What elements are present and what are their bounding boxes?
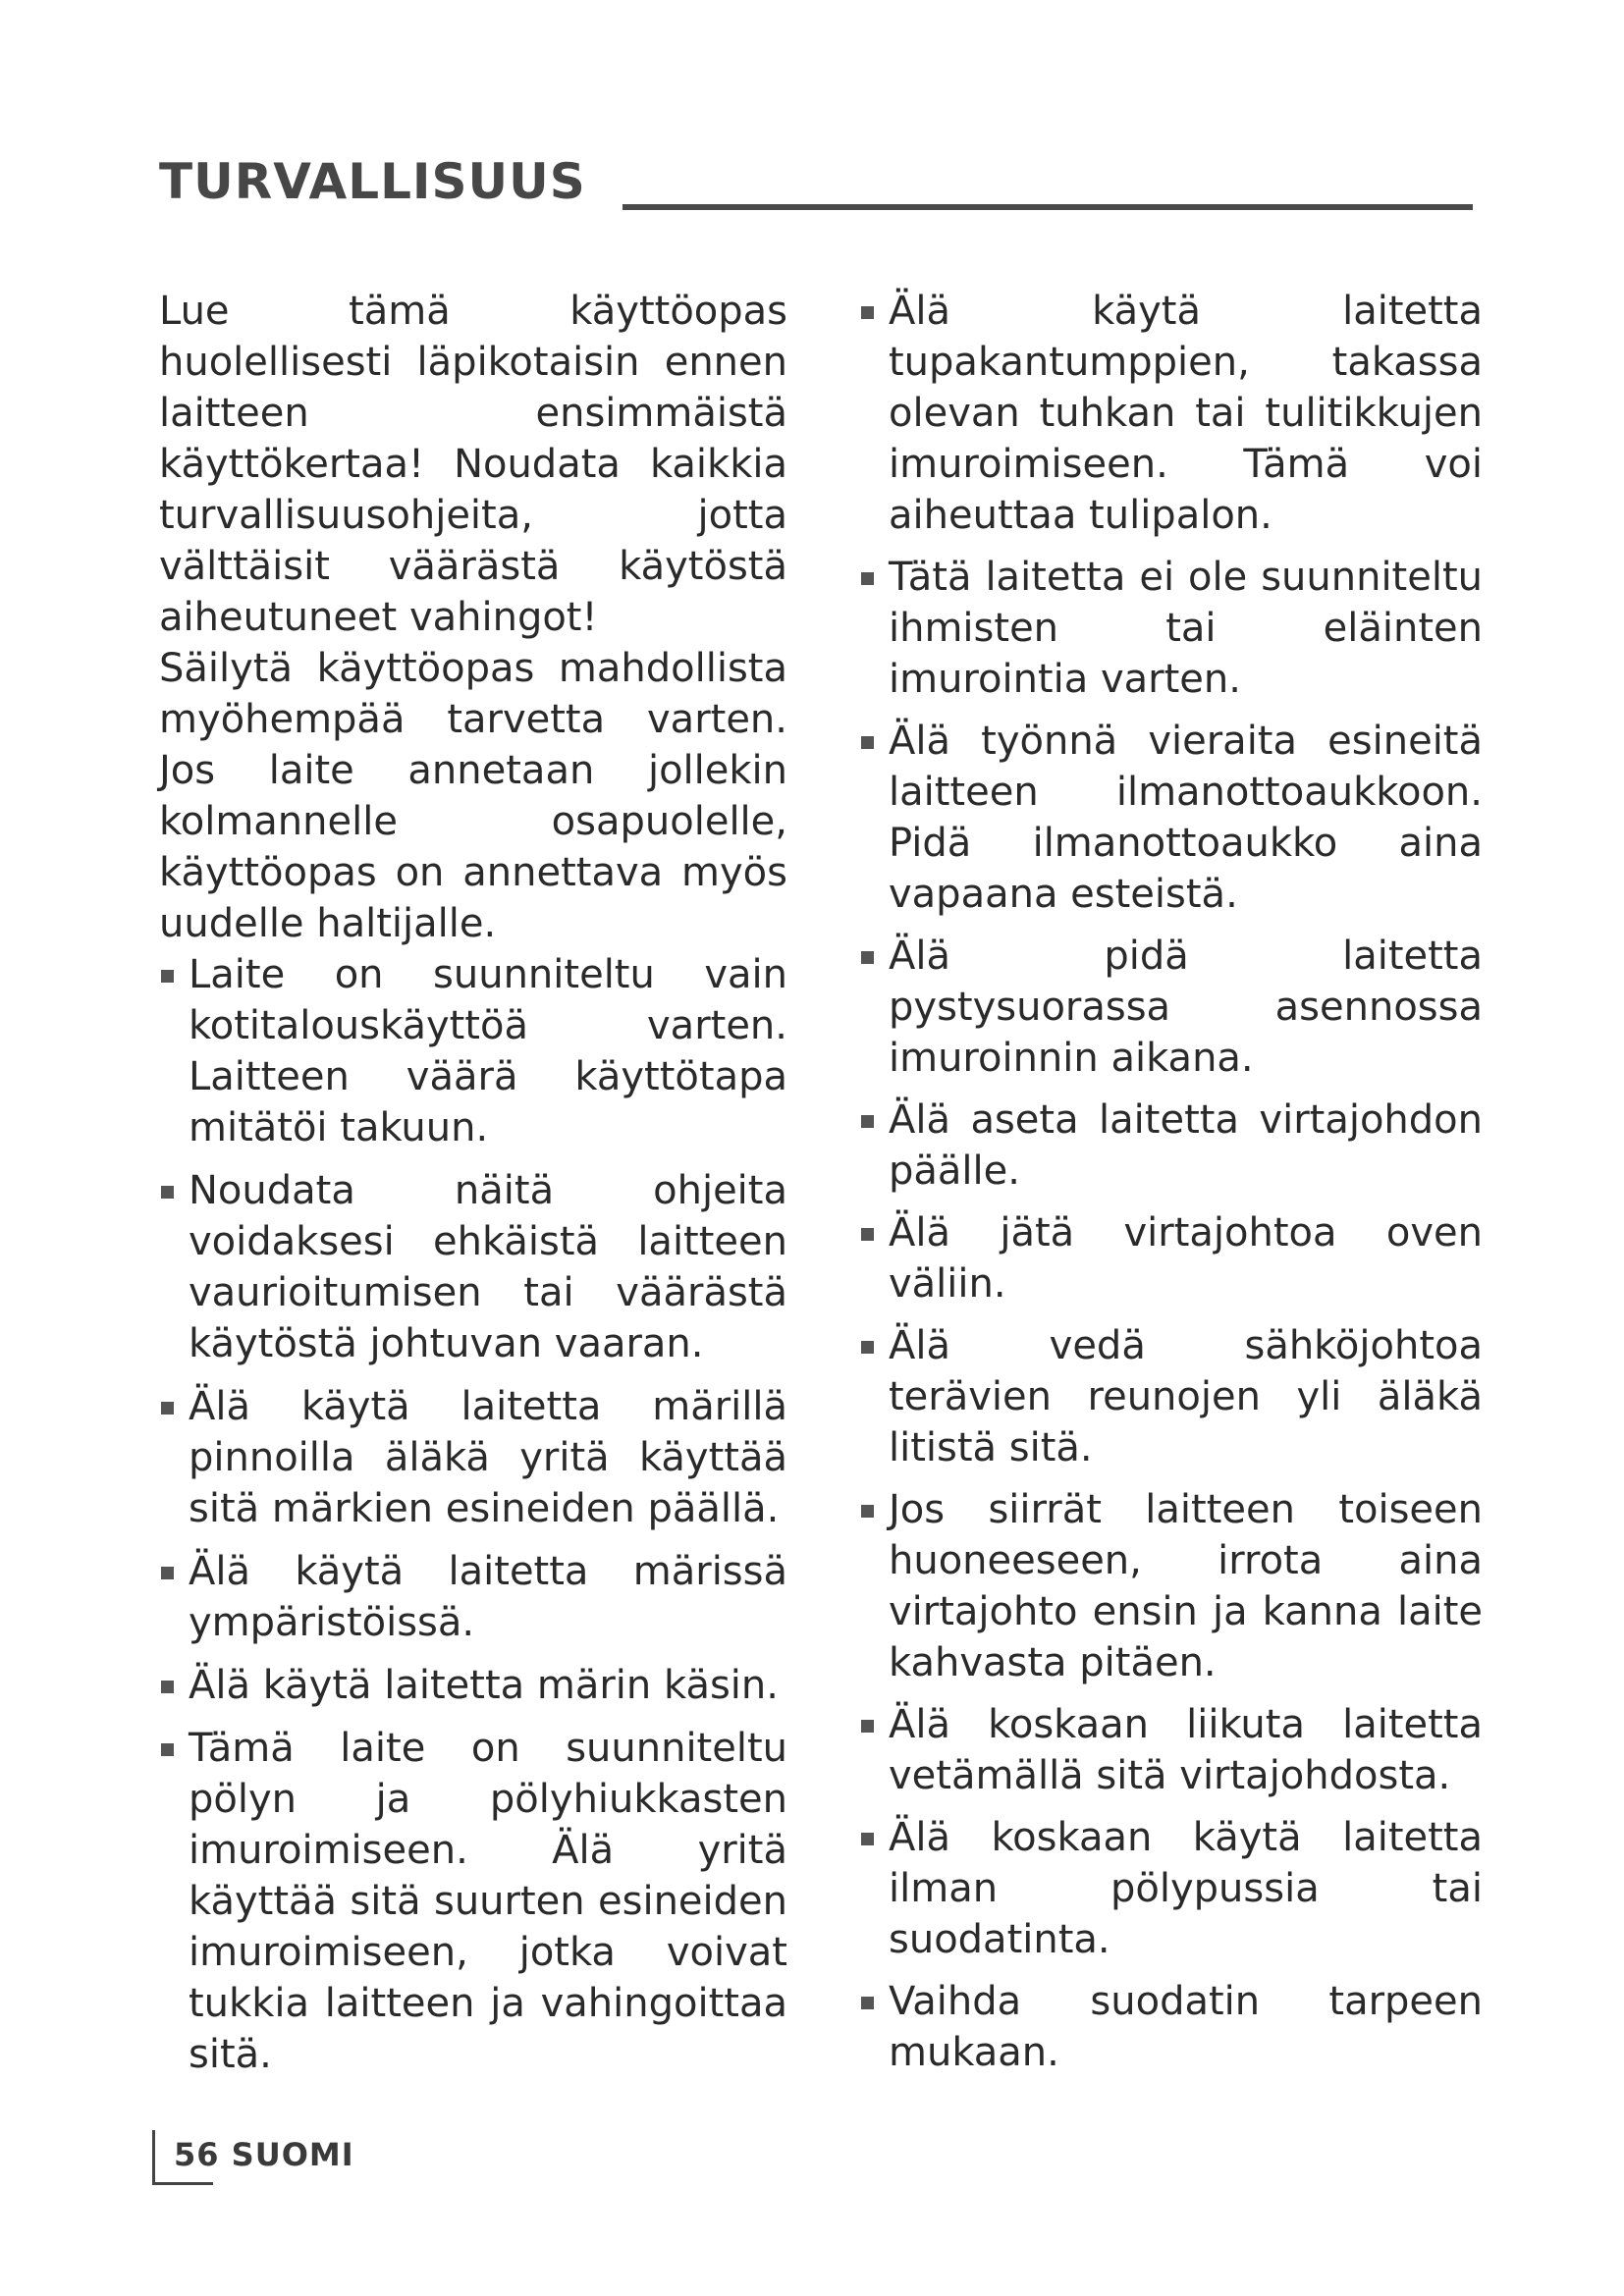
square-bullet-icon xyxy=(861,1228,874,1241)
square-bullet-icon xyxy=(861,1505,874,1518)
square-bullet-icon xyxy=(161,1186,174,1199)
list-item-text: Älä käytä laitetta märissä ympäristöissä. xyxy=(189,1549,787,1645)
list-item xyxy=(859,1812,1483,1965)
list-item-text: Laite on suunniteltu vain kotitalouskäyttöä varten. Laitteen väärä käyttötapa mitätöi takuun. xyxy=(189,952,787,1150)
title-rule xyxy=(623,204,1473,210)
list-item-text: Älä käytä laitetta märillä pinnoilla äläkä yritä käyttää sitä märkien esineiden päällä. xyxy=(189,1384,787,1531)
square-bullet-icon xyxy=(161,1402,174,1415)
list-item xyxy=(859,286,1483,541)
list-item xyxy=(859,1484,1483,1688)
list-item xyxy=(159,949,787,1153)
list-item xyxy=(859,1095,1483,1197)
list-item-text: Älä jätä virtajohtoa oven väliin. xyxy=(889,1210,1483,1307)
list-item xyxy=(159,1660,787,1711)
list-item-text: Älä käytä laitetta tupakantumppien, takassa olevan tuhkan tai tulitikkujen imuroimiseen. Tämä voi aiheuttaa tulipalon. xyxy=(889,289,1483,538)
list-item xyxy=(859,716,1483,920)
page-title: TURVALLISUUS xyxy=(159,153,586,210)
list-item xyxy=(859,1207,1483,1309)
list-item-text: Älä vedä sähköjohtoa terävien reunojen yli äläkä litistä sitä. xyxy=(889,1323,1483,1470)
list-item xyxy=(859,1699,1483,1801)
square-bullet-icon xyxy=(861,1833,874,1845)
list-item xyxy=(859,1320,1483,1473)
list-item-text: Jos siirrät laitteen toiseen huoneeseen, irrota aina virtajohto ensin ja kanna laite kahvasta pitäen. xyxy=(889,1487,1483,1685)
square-bullet-icon xyxy=(161,970,174,983)
list-item xyxy=(159,1723,787,2080)
square-bullet-icon xyxy=(861,572,874,585)
square-bullet-icon xyxy=(161,1681,174,1693)
right-column xyxy=(859,286,1483,2078)
list-item-text: Tämä laite on suunniteltu pölyn ja pölyhiukkasten imuroimiseen. Älä yritä käyttää sitä suurten esineiden imuroimiseen, jotka voivat tukkia laitteen ja vahingoittaa sitä. xyxy=(189,1726,787,2077)
list-item-text: Älä pidä laitetta pystysuorassa asennossa imuroinnin aikana. xyxy=(889,934,1483,1081)
list-item-text: Älä koskaan käytä laitetta ilman pölypussia tai suodatinta. xyxy=(889,1815,1483,1962)
list-item xyxy=(859,552,1483,705)
left-column xyxy=(159,286,787,2080)
square-bullet-icon xyxy=(861,951,874,964)
list-item-text: Tätä laitetta ei ole suunniteltu ihmisten tai eläinten imurointia varten. xyxy=(889,555,1483,702)
list-item-text: Älä koskaan liikuta laitetta vetämällä sitä virtajohdosta. xyxy=(889,1702,1483,1798)
list-item xyxy=(859,931,1483,1084)
list-item xyxy=(159,1165,787,1369)
square-bullet-icon xyxy=(861,736,874,749)
square-bullet-icon xyxy=(861,306,874,319)
square-bullet-icon xyxy=(861,1720,874,1733)
list-item-text: Älä aseta laitetta virtajohdon päälle. xyxy=(889,1097,1483,1194)
footer-label xyxy=(174,2136,354,2173)
intro-paragraph: Säilytä käyttöopas mahdollista myöhempää tarvetta varten. Jos laite annetaan jollekin kolmannelle osapuolelle, käyttöopas on annettava myös uudelle haltijalle. xyxy=(159,646,787,946)
list-item xyxy=(159,1546,787,1648)
page-number: 56 xyxy=(174,2136,220,2173)
list-item-text: Älä käytä laitetta märin käsin. xyxy=(189,1663,779,1708)
square-bullet-icon xyxy=(161,1567,174,1579)
page-header xyxy=(159,147,1475,216)
list-item xyxy=(859,1976,1483,2078)
square-bullet-icon xyxy=(861,1997,874,2009)
square-bullet-icon xyxy=(161,1743,174,1756)
square-bullet-icon xyxy=(861,1341,874,1354)
list-item xyxy=(159,1381,787,1534)
square-bullet-icon xyxy=(861,1115,874,1128)
list-item-text: Vaihda suodatin tarpeen mukaan. xyxy=(889,1979,1483,2075)
list-item-text: Älä työnnä vieraita esineitä laitteen ilmanottoaukkoon. Pidä ilmanottoaukko aina vapaana esteistä. xyxy=(889,719,1483,917)
language-label: SUOMI xyxy=(231,2136,354,2173)
intro-paragraph: Lue tämä käyttöopas huolellisesti läpikotaisin ennen laitteen ensimmäistä käyttökertaa! Noudata kaikkia turvallisuusohjeita, jotta välttäisit väärästä käytöstä aiheutuneet vahingot! xyxy=(159,289,787,640)
list-item-text: Noudata näitä ohjeita voidaksesi ehkäistä laitteen vaurioitumisen tai väärästä käytöstä johtuvan vaaran. xyxy=(189,1168,787,1366)
